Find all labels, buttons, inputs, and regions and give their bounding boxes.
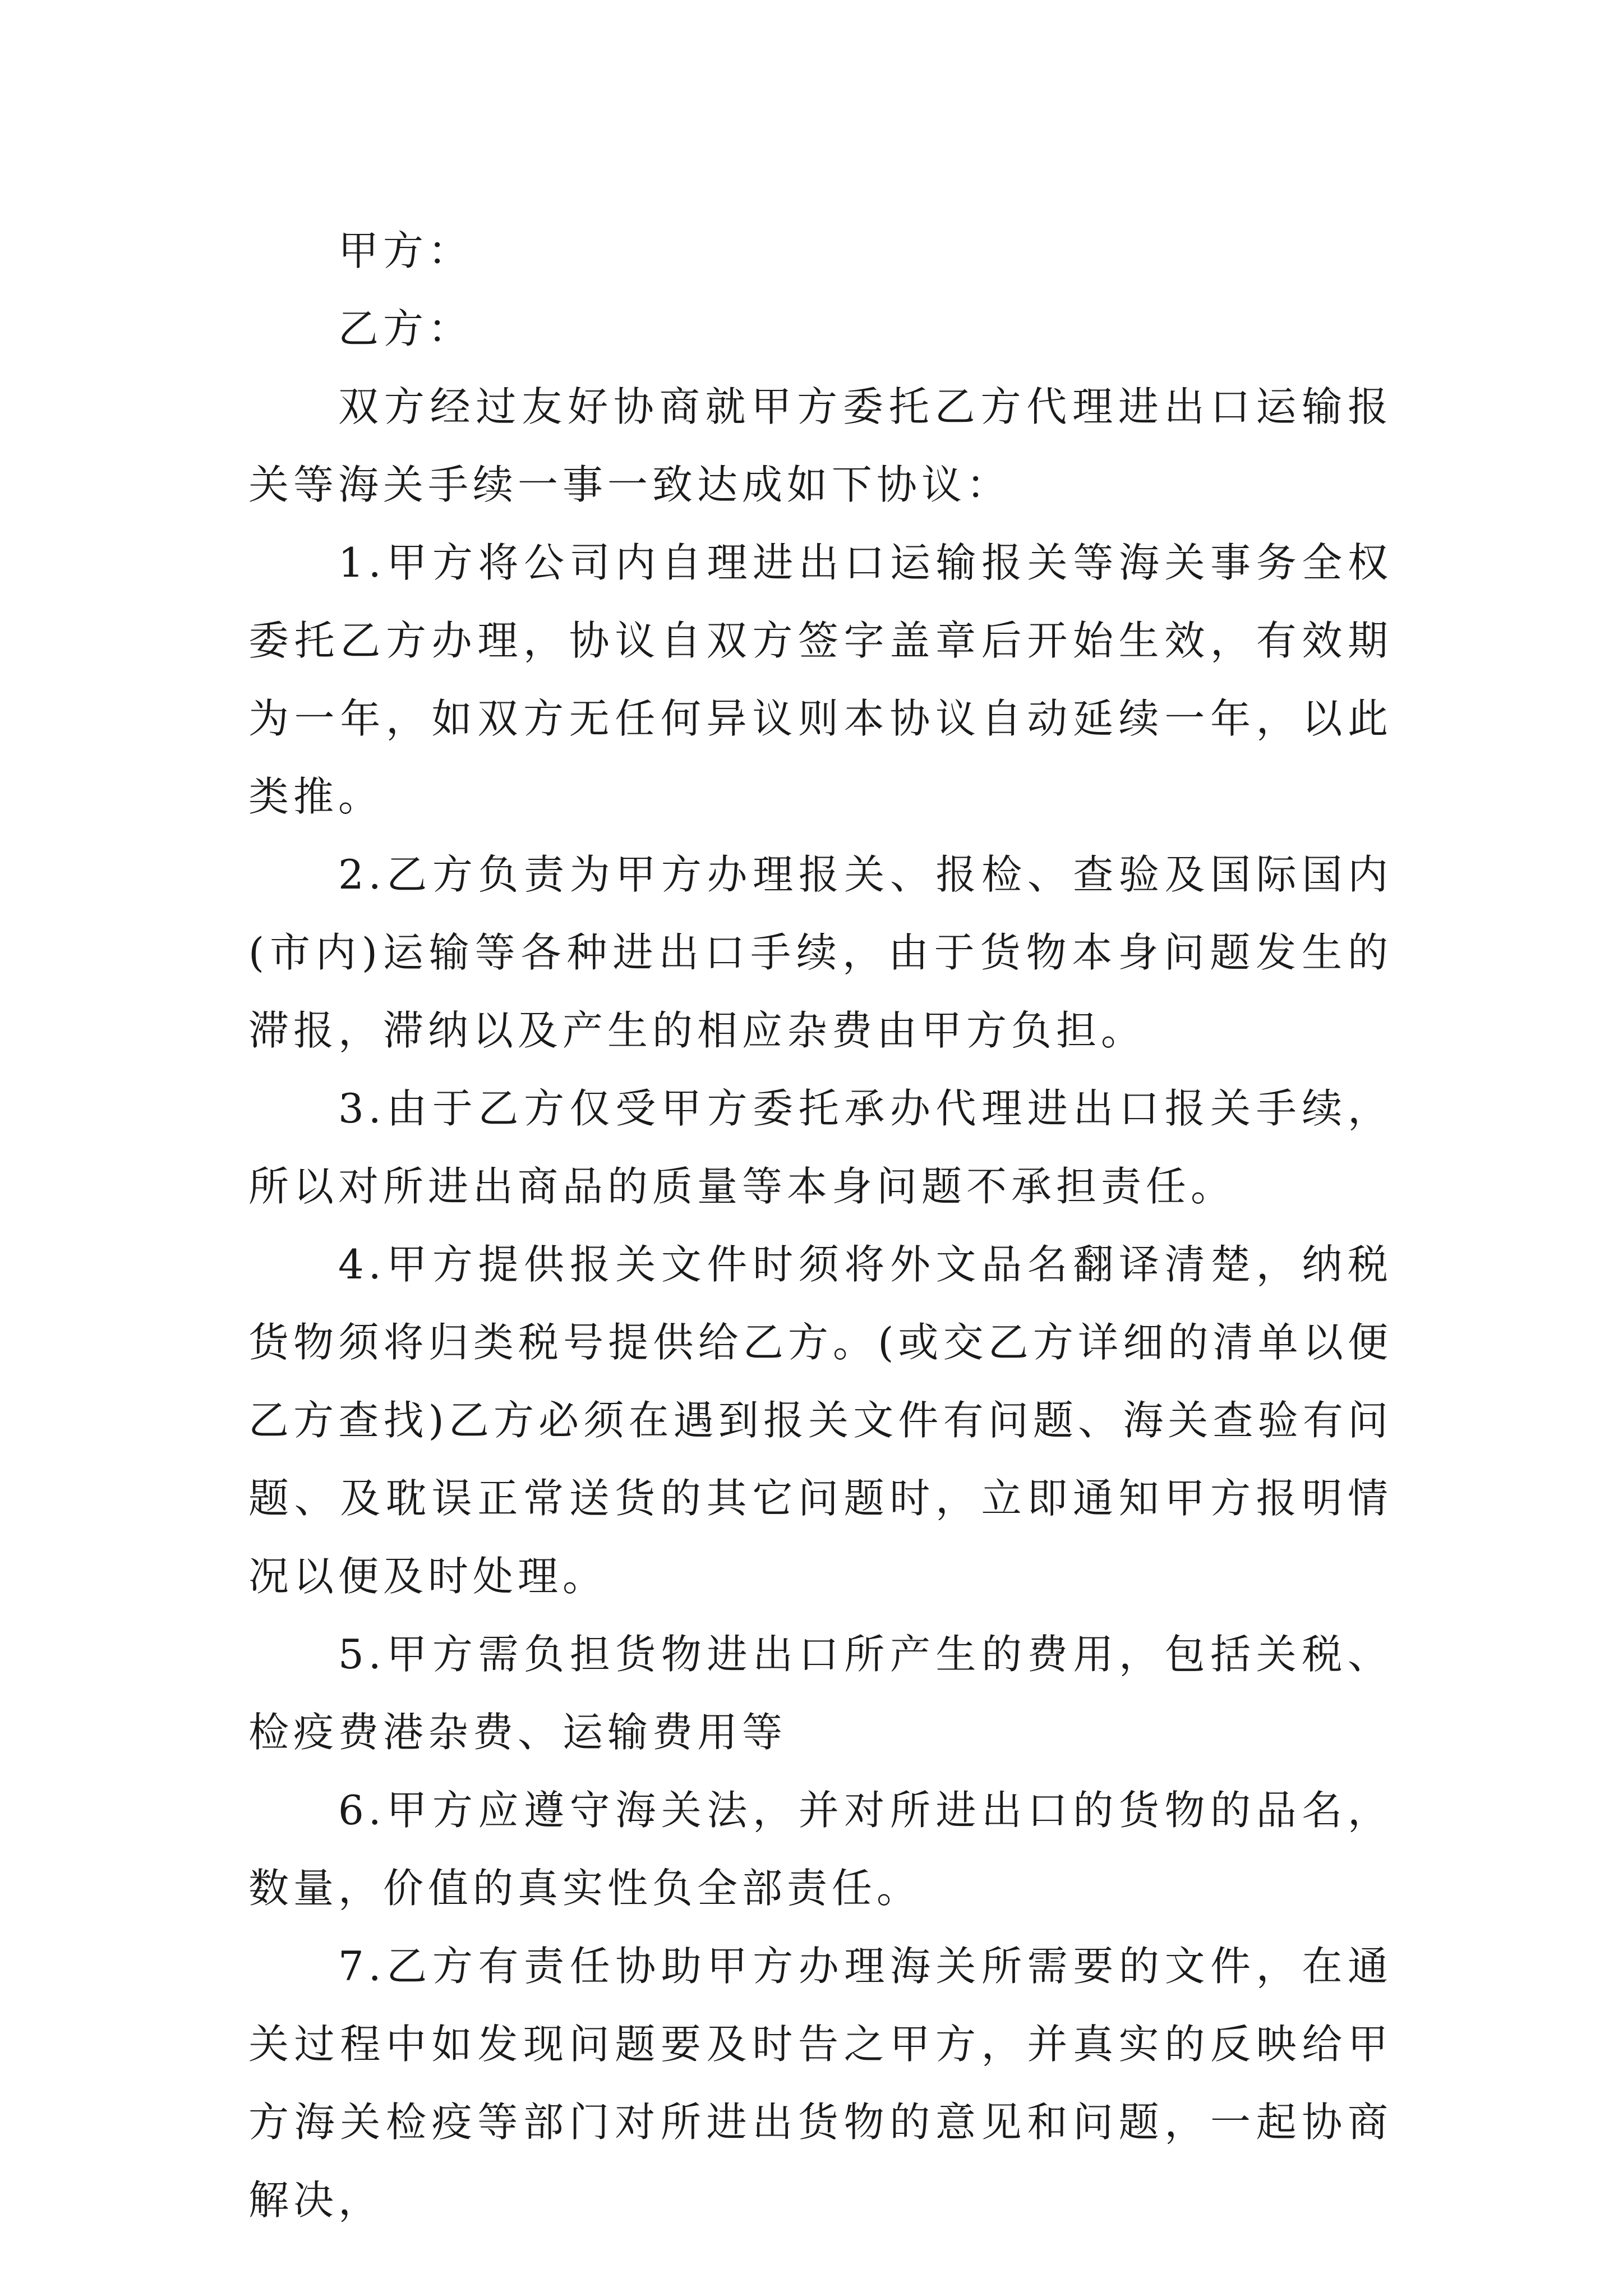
agreement-intro: 双方经过友好协商就甲方委托乙方代理进出口运输报关等海关手续一事一致达成如下协议： <box>248 383 1393 508</box>
clause-6: 6.甲方应遵守海关法，并对所进出口的货物的品名，数量，价值的真实性负全部责任。 <box>248 1787 1393 1912</box>
clause-5: 5.甲方需负担货物进出口所产生的费用，包括关税、检疫费港杂费、运输费用等 <box>248 1631 1393 1756</box>
clause-2: 2.乙方负责为甲方办理报关、报检、查验及国际国内(市内)运输等各种进出口手续，由于货物本身问题发生的滞报，滞纳以及产生的相应杂费由甲方负担。 <box>248 851 1393 1054</box>
clause-1: 1.甲方将公司内自理进出口运输报关等海关事务全权委托乙方办理，协议自双方签字盖章后开始生效，有效期为一年，如双方无任何异议则本协议自动延续一年，以此类推。 <box>248 539 1393 820</box>
clause-4: 4.甲方提供报关文件时须将外文品名翻译清楚，纳税货物须将归类税号提供给乙方。(或交乙方详细的清单以便乙方查找)乙方必须在遇到报关文件有问题、海关查验有问题、及耽误正常送货的其它问题时，立即通知甲方报明情况以便及时处理。 <box>248 1241 1393 1600</box>
party-a-label: 甲方： <box>338 227 473 274</box>
clause-7: 7.乙方有责任协助甲方办理海关所需要的文件，在通关过程中如发现问题要及时告之甲方，并真实的反映给甲方海关检疫等部门对所进出货物的意见和问题，一起协商解决， <box>248 1943 1393 2224</box>
party-b-label: 乙方： <box>338 305 473 352</box>
document-body <box>248 212 1393 2239</box>
clause-3: 3.由于乙方仅受甲方委托承办代理进出口报关手续，所以对所进出商品的质量等本身问题不承担责任。 <box>248 1085 1393 1210</box>
